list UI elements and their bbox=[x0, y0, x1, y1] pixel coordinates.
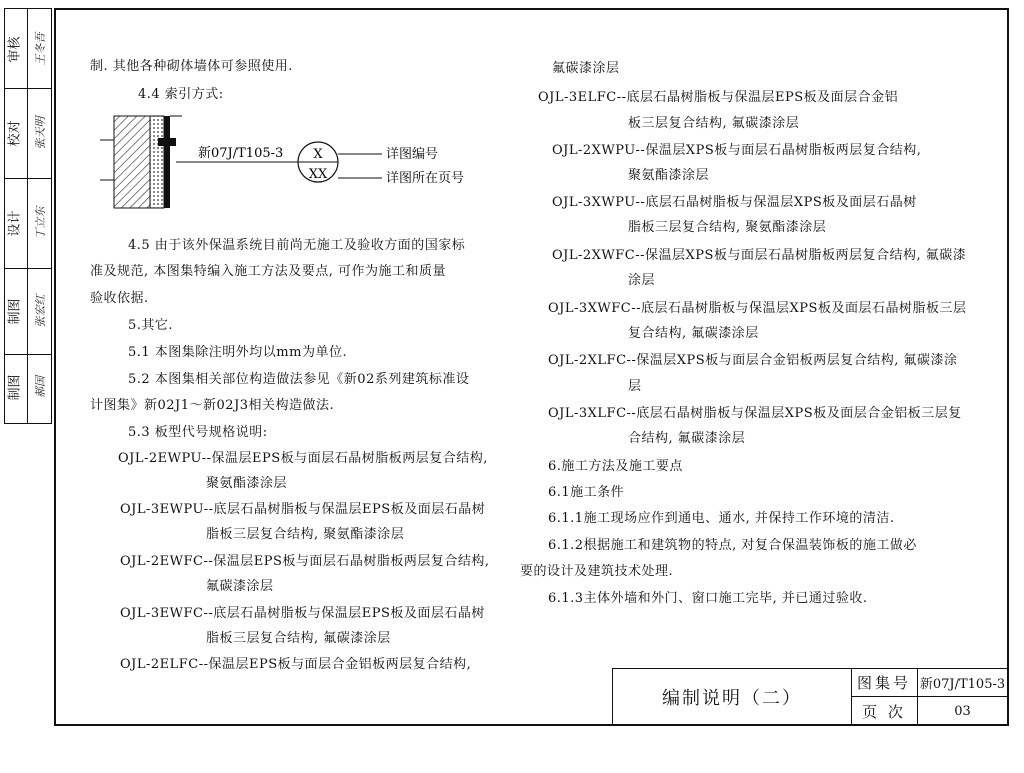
panel-layer bbox=[164, 116, 170, 208]
signature-role: 校对 bbox=[7, 120, 23, 147]
text-line: 氟碳漆涂层 bbox=[206, 579, 274, 594]
text-line: OJL-3XWFC--底层石晶树脂板与保温层XPS板及面层石晶树脂板三层 bbox=[548, 301, 967, 316]
title-block bbox=[612, 668, 1009, 726]
text-line: OJL-2XWFC--保温层XPS板与面层石晶树脂板两层复合结构, 氟碳漆 bbox=[552, 248, 967, 263]
section-heading: 6.1施工条件 bbox=[548, 485, 625, 500]
signature-cell bbox=[5, 89, 51, 179]
text-line: 制. 其他各种砌体墙体可参照使用. bbox=[90, 59, 293, 74]
text-line: 氟碳漆涂层 bbox=[552, 61, 620, 76]
text-line: 5.其它. bbox=[128, 318, 174, 333]
text-line: 脂板三层复合结构, 聚氨酯漆涂层 bbox=[206, 527, 405, 542]
atlas-number-value: 新07J/T105-3 bbox=[919, 677, 1006, 692]
text-line: OJL-2XWPU--保温层XPS板与面层石晶树脂板两层复合结构, bbox=[552, 143, 922, 158]
text-line: 复合结构, 氟碳漆涂层 bbox=[628, 326, 759, 341]
index-diagram bbox=[100, 110, 480, 210]
text-line: OJL-3EWFC--底层石晶树脂板与保温层EPS板及面层石晶树 bbox=[120, 606, 485, 621]
text-line: 4.4 索引方式: bbox=[138, 87, 224, 102]
text-line: OJL-2EWPU--保温层EPS板与面层石晶树脂板两层复合结构, bbox=[118, 451, 488, 466]
insulation-layer bbox=[150, 116, 164, 208]
text-line: 6.1.1施工现场应作到通电、通水, 并保持工作环境的清洁. bbox=[548, 511, 895, 526]
signature-name: 王冬吾 bbox=[34, 32, 47, 66]
signature-role: 设计 bbox=[7, 210, 23, 237]
text-line: 5.2 本图集相关部位构造做法参见《新02系列建筑标准设 bbox=[128, 372, 470, 387]
detail-page: XX bbox=[308, 167, 328, 182]
text-line: OJL-3XWPU--底层石晶树脂板与保温层XPS板及面层石晶树 bbox=[552, 195, 917, 210]
page-number-row bbox=[851, 697, 1008, 725]
text-line: 脂板三层复合结构, 聚氨酯漆涂层 bbox=[628, 220, 827, 235]
signature-role: 制图 bbox=[7, 298, 23, 325]
text-line: 验收依据. bbox=[90, 291, 149, 306]
text-line: 5.1 本图集除注明外均以mm为单位. bbox=[128, 345, 348, 360]
section-heading: 6.施工方法及施工要点 bbox=[548, 459, 683, 474]
signature-cell bbox=[5, 269, 51, 355]
text-line: 6.1.3主体外墙和外门、窗口施工完毕, 并已通过验收. bbox=[548, 591, 868, 606]
detail-number: X bbox=[313, 147, 323, 162]
text-line: 4.5 由于该外保温系统目前尚无施工及验收方面的国家标 bbox=[128, 238, 466, 253]
page-number-label: 页 次 bbox=[851, 697, 918, 725]
signature-name: 丁立东 bbox=[34, 206, 47, 240]
anchor bbox=[158, 138, 176, 146]
text-line: 涂层 bbox=[628, 273, 656, 288]
text-line: 5.3 板型代号规格说明: bbox=[128, 425, 268, 440]
text-line: OJL-3EWPU--底层石晶树脂板与保温层EPS板及面层石晶树 bbox=[120, 502, 486, 517]
text-line: 要的设计及建筑技术处理. bbox=[520, 564, 674, 579]
text-line: OJL-3ELFC--底层石晶树脂板与保温层EPS板及面层合金铝 bbox=[538, 90, 899, 105]
text-line: 脂板三层复合结构, 氟碳漆涂层 bbox=[206, 631, 391, 646]
callout-detail-number: 详图编号 bbox=[386, 147, 439, 162]
signature-strip bbox=[4, 8, 52, 424]
signature-role: 制图 bbox=[7, 374, 23, 401]
text-line: OJL-2EWFC--保温层EPS板与面层石晶树脂板两层复合结构, bbox=[120, 554, 490, 569]
index-reference: 新07J/T105-3 bbox=[198, 146, 284, 161]
callout-detail-page: 详图所在页号 bbox=[386, 171, 465, 186]
text-line: 板三层复合结构, 氟碳漆涂层 bbox=[628, 116, 800, 131]
drawing-title: 编制说明（二） bbox=[613, 669, 852, 725]
text-line: OJL-2ELFC--保温层EPS板与面层合金铝板两层复合结构, bbox=[120, 657, 472, 672]
page-number-value: 03 bbox=[954, 703, 971, 719]
text-line: 层 bbox=[628, 379, 642, 394]
signature-cell bbox=[5, 9, 51, 89]
text-line: 计图集》新02J1～新02J3相关构造做法. bbox=[90, 398, 335, 413]
text-line: 合结构, 氟碳漆涂层 bbox=[628, 431, 746, 446]
text-line: OJL-2XLFC--保温层XPS板与面层合金铝板两层复合结构, 氟碳漆涂 bbox=[548, 353, 958, 368]
text-line: 6.1.2根据施工和建筑物的特点, 对复合保温装饰板的施工做必 bbox=[548, 538, 917, 553]
signature-cell bbox=[5, 355, 51, 423]
wall-layer bbox=[114, 116, 150, 208]
signature-name: 张宏红 bbox=[34, 294, 47, 328]
text-line: OJL-3XLFC--底层石晶树脂板与保温层XPS板及面层合金铝板三层复 bbox=[548, 406, 962, 421]
text-line: 聚氨酯漆涂层 bbox=[628, 168, 710, 183]
signature-name: 张天明 bbox=[34, 116, 47, 150]
signature-name: 郝国 bbox=[34, 376, 47, 398]
text-line: 准及规范, 本图集特编入施工方法及要点, 可作为施工和质量 bbox=[90, 264, 447, 279]
atlas-number-label: 图集号 bbox=[851, 669, 918, 696]
text-line: 聚氨酯漆涂层 bbox=[206, 476, 288, 491]
signature-role: 审核 bbox=[7, 36, 23, 63]
atlas-number-row bbox=[851, 669, 1008, 697]
signature-cell bbox=[5, 179, 51, 269]
